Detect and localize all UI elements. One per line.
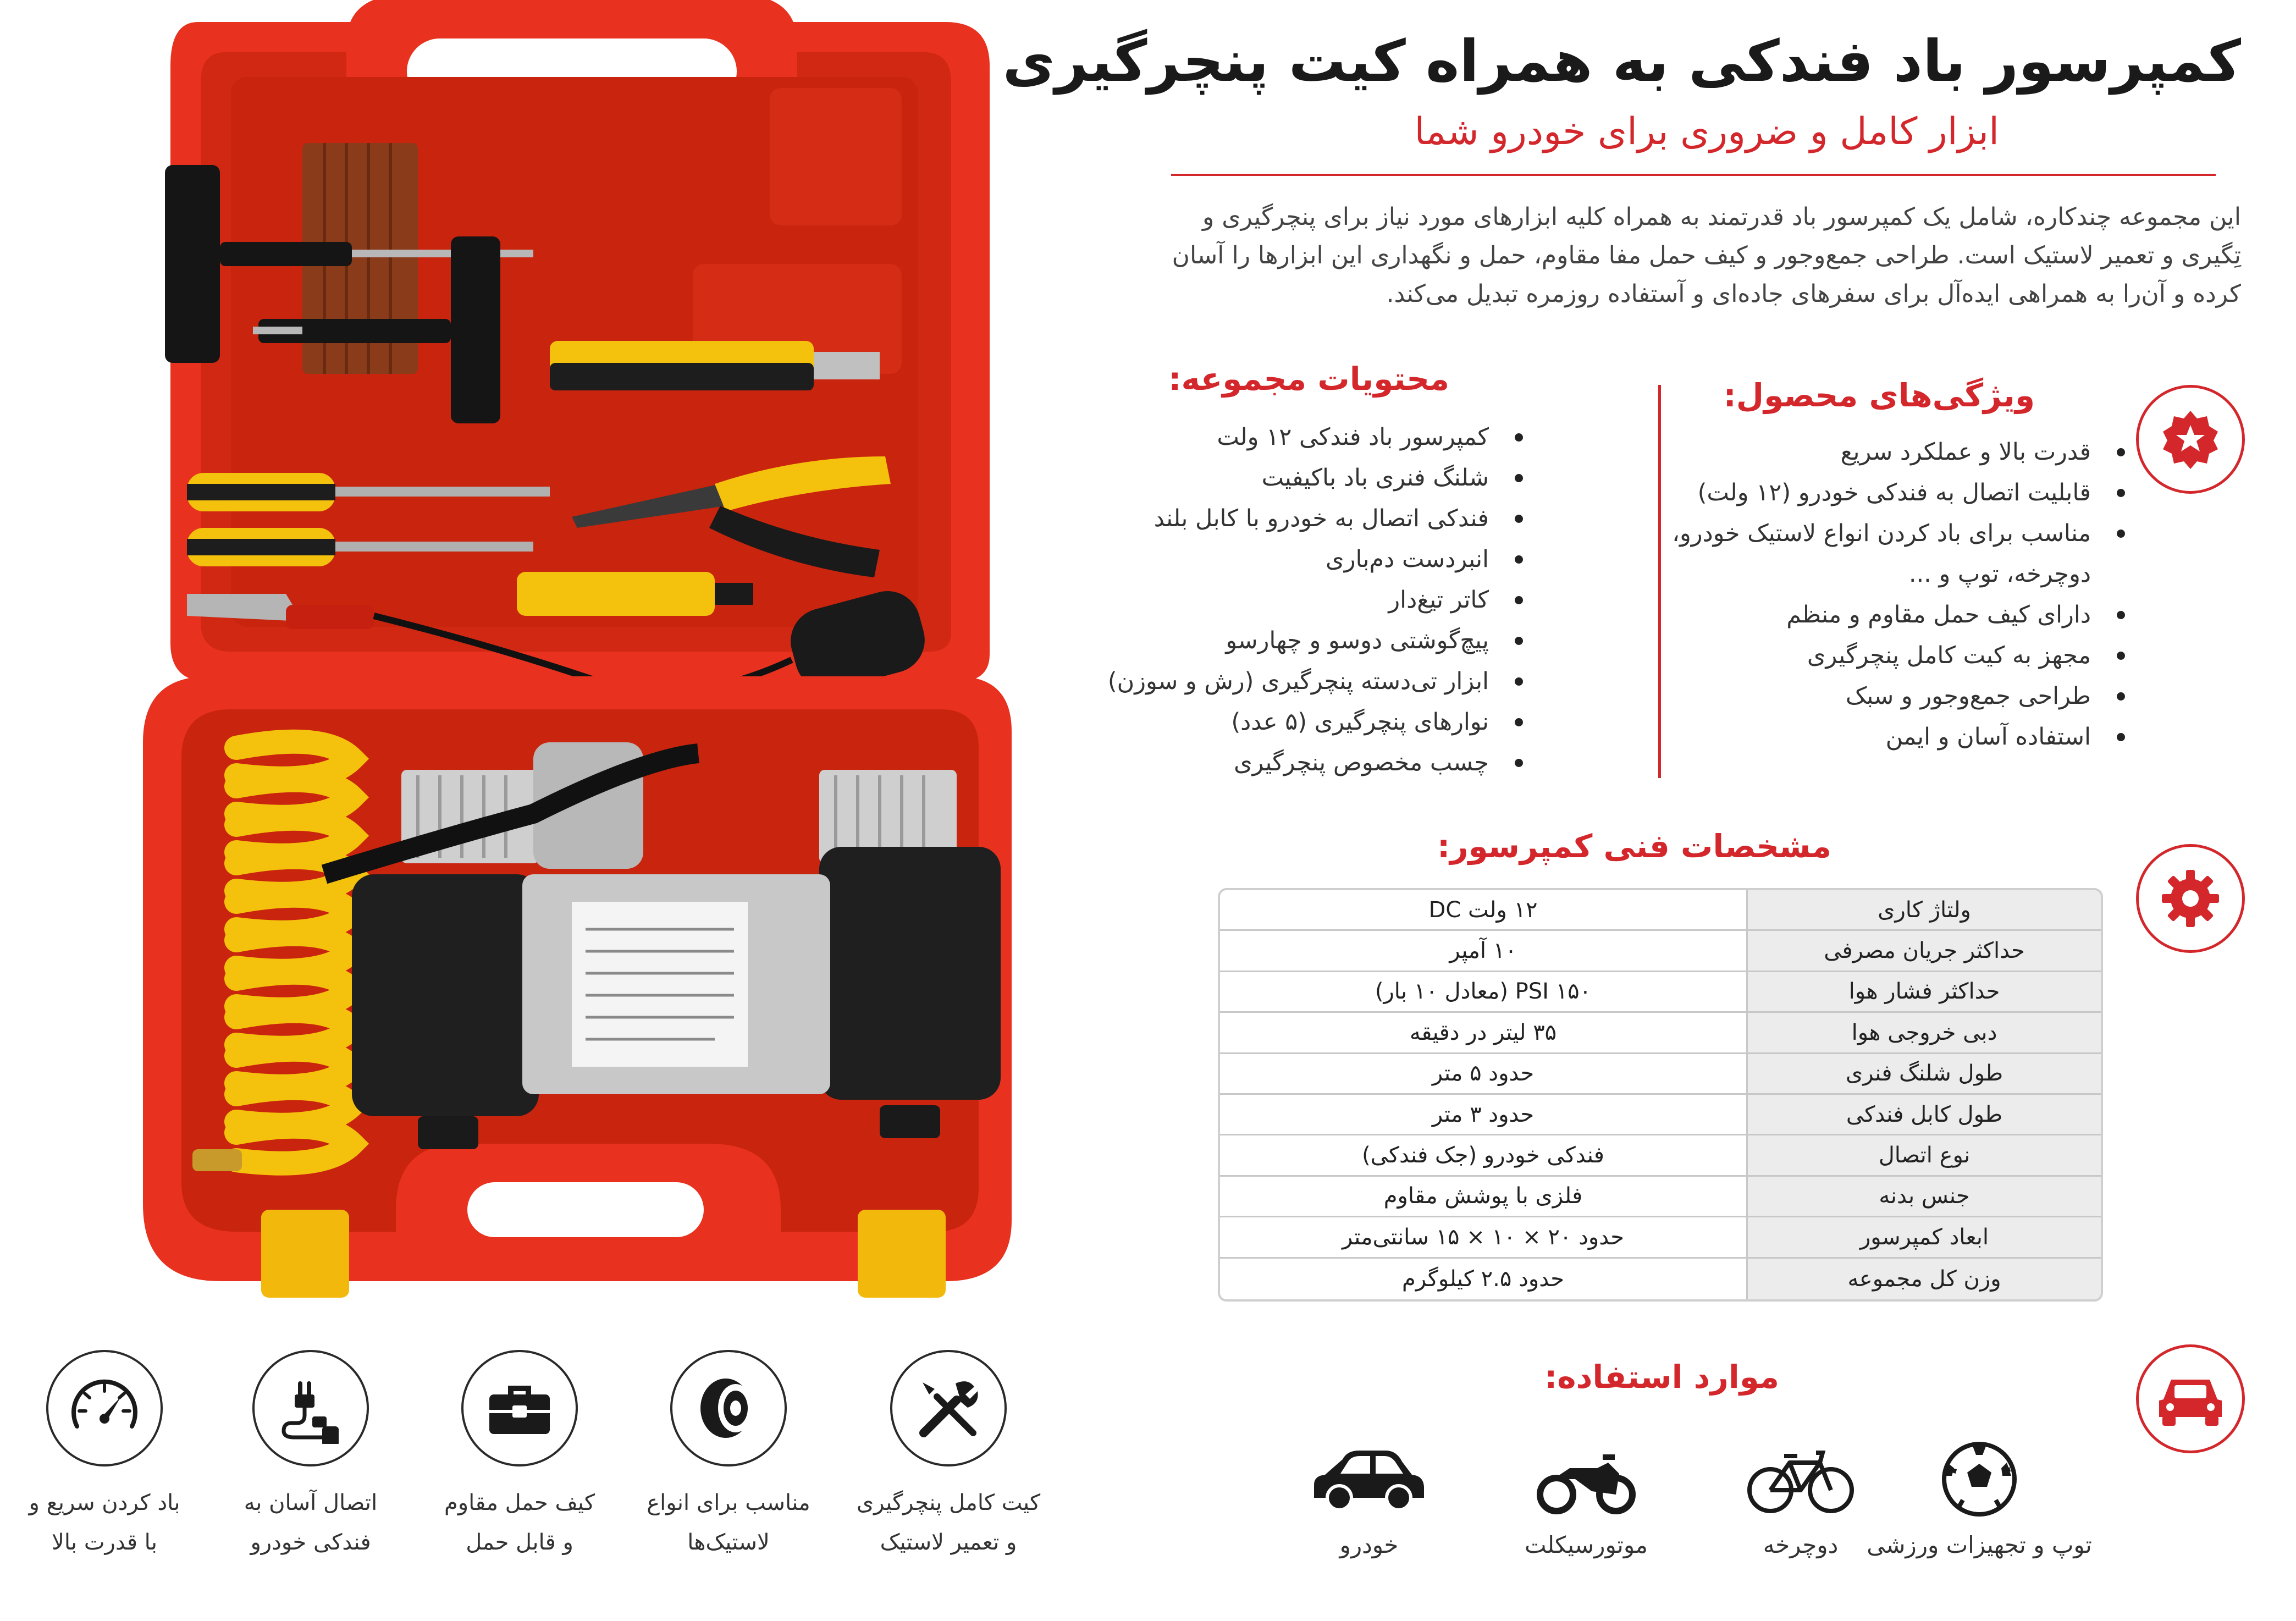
spec-key: حداکثر جریان مصرفی	[1746, 931, 2101, 972]
table-row	[1220, 890, 2101, 931]
specs-title: مشخصات فنی کمپرسور:	[1437, 828, 1831, 865]
list-item: قدرت بالا و عملکرد سریع	[1650, 432, 2128, 472]
spec-value: حدود ۵ متر	[1220, 1054, 1746, 1095]
gear-icon	[2136, 844, 2245, 953]
list-item: قابلیت اتصال به فندکی خودرو (۱۲ ولت)	[1650, 472, 2128, 513]
list-item: شلنگ فنری باد باکیفیت	[1075, 457, 1526, 498]
spec-value: حدود ۲.۵ کیلوگرم	[1220, 1259, 1746, 1299]
bottom-feature-repair-kit	[844, 1350, 1053, 1562]
usage-item-car	[1254, 1441, 1484, 1558]
spec-value: ۱۲ ولت DC	[1220, 890, 1746, 931]
spec-key: حداکثر فشار هوا	[1746, 972, 2101, 1013]
list-item: کاتر تیغ‌دار	[1075, 580, 1526, 620]
list-item: انبردست دم‌باری	[1075, 539, 1526, 580]
bottom-feature-label: مناسب برای انواع	[647, 1490, 810, 1515]
section-divider	[1658, 385, 1661, 778]
spec-key: دبی خروجی هوا	[1746, 1013, 2101, 1054]
list-item: ابزار تی‌دسته پنچرگیری (رش و سوزن)	[1075, 661, 1526, 702]
table-row	[1220, 1217, 2101, 1258]
contents-list	[1075, 417, 1526, 783]
product-image	[66, 0, 1111, 1320]
list-item: نوارهای پنچرگیری (۵ عدد)	[1075, 702, 1526, 742]
car-icon	[1309, 1441, 1430, 1518]
spec-value: حدود ۲۰ × ۱۰ × ۱۵ سانتی‌متر	[1220, 1217, 1746, 1258]
list-item: فندکی اتصال به خودرو با کابل بلند	[1075, 498, 1526, 539]
spec-key: وزن کل مجموعه	[1746, 1259, 2101, 1299]
plug-icon	[252, 1350, 369, 1466]
tire-icon	[670, 1350, 787, 1466]
intro-paragraph: این مجموعه چندکاره، شامل یک کمپرسور باد قدرتمند به همراه کلیه ابزارهای مورد نیاز برای پنچرگیری و تِگیری و تعمیر لاستیک است. طراحی جمع‌وجور و کیف حمل مفا مقاوم، حمل و نگهداری این ابزارها را آسان کرده و آن‌را به همراهی ایده‌آل برای سفرهای جاده‌ای و آستفاده روزمره تبدیل می‌کند.	[1172, 203, 2241, 308]
table-row	[1220, 1054, 2101, 1095]
table-row	[1220, 1177, 2101, 1217]
subtitle-underline	[1171, 174, 2216, 176]
soccer-ball-icon	[1941, 1441, 2018, 1518]
spec-value: ۱۵۰ PSI (معادل ۱۰ بار)	[1220, 972, 1746, 1013]
usage-title: موارد استفاده:	[1544, 1358, 1779, 1396]
bottom-feature-label: باد کردن سریع و	[29, 1490, 180, 1515]
table-row	[1220, 1259, 2101, 1299]
spec-key: طول شلنگ فنری	[1746, 1054, 2101, 1095]
table-row	[1220, 1013, 2101, 1054]
bottom-feature-fast	[0, 1350, 209, 1562]
bottom-feature-label: کیف حمل مقاوم	[444, 1490, 595, 1515]
bottom-feature-label: کیت کامل پنچرگیری	[856, 1490, 1041, 1515]
page-subtitle: ابزار کامل و ضروری برای خودرو شما	[1414, 110, 1999, 153]
list-item: طراحی جمع‌وجور و سبک	[1650, 676, 2128, 716]
bottom-feature-label: اتصال آسان به	[244, 1490, 378, 1515]
bottom-feature-label: فندکی خودرو	[250, 1530, 371, 1555]
bottom-feature-case	[415, 1350, 624, 1562]
contents-title: محتویات مجموعه:	[1168, 360, 1449, 398]
list-item: مجهز به کیت کامل پنچرگیری	[1650, 635, 2128, 676]
list-item: دارای کیف حمل مقاوم و منظم	[1650, 594, 2128, 635]
table-row	[1220, 1095, 2101, 1135]
bottom-feature-label: و تعمیر لاستیک	[880, 1530, 1017, 1555]
spec-key: طول کابل فندکی	[1746, 1095, 2101, 1135]
list-item: پیچ‌گوشتی دوسو و چهارسو	[1075, 620, 1526, 661]
bottom-feature-label: با قدرت بالا	[52, 1530, 157, 1555]
table-row	[1220, 1135, 2101, 1176]
usage-label: دوچرخه	[1763, 1531, 1839, 1558]
spec-value: ۱۰ آمپر	[1220, 931, 1746, 972]
list-item: استفاده آسان و ایمن	[1650, 716, 2128, 757]
usage-label: موتورسیکلت	[1524, 1531, 1648, 1558]
usage-label: توپ و تجهیزات ورزشی	[1867, 1531, 2092, 1558]
usage-item-bicycle	[1685, 1441, 1916, 1558]
spec-key: ابعاد کمپرسور	[1746, 1217, 2101, 1258]
page-title: کمپرسور باد فندکی به همراه کیت پنچرگیری	[1002, 27, 2241, 95]
bicycle-icon	[1746, 1441, 1856, 1518]
motorcycle-icon	[1537, 1441, 1636, 1518]
car-icon	[2136, 1344, 2245, 1453]
spec-key: جنس بدنه	[1746, 1177, 2101, 1217]
table-row	[1220, 931, 2101, 972]
list-item: چسب مخصوص پنچرگیری	[1075, 742, 1526, 783]
table-row	[1220, 972, 2101, 1013]
spec-value: فندکی خودرو (جک فندکی)	[1220, 1135, 1746, 1176]
toolbox-icon	[461, 1350, 578, 1466]
star-badge-icon	[2136, 385, 2245, 494]
list-item: کمپرسور باد فندکی ۱۲ ولت	[1075, 417, 1526, 457]
spec-value: حدود ۳ متر	[1220, 1095, 1746, 1135]
usage-item-motorcycle	[1471, 1441, 1702, 1558]
specs-table	[1218, 888, 2103, 1302]
bottom-feature-plug	[206, 1350, 415, 1562]
list-item: مناسب برای باد کردن انواع لاستیک خودرو، دوچرخه، توپ و ...	[1650, 513, 2128, 594]
bottom-feature-label: و قابل حمل	[466, 1530, 573, 1555]
spec-value: فلزی با پوشش مقاوم	[1220, 1177, 1746, 1217]
gauge-icon	[46, 1350, 163, 1466]
spec-key: نوع اتصال	[1746, 1135, 2101, 1176]
spec-value: ۳۵ لیتر در دقیقه	[1220, 1013, 1746, 1054]
features-list	[1650, 432, 2128, 757]
tools-icon	[890, 1350, 1007, 1466]
bottom-feature-tires	[624, 1350, 833, 1562]
spec-key: ولتاژ کاری	[1746, 890, 2101, 931]
features-title: ویژگی‌های محصول:	[1723, 377, 2035, 414]
usage-label: خودرو	[1339, 1531, 1399, 1558]
bottom-feature-label: لاستیک‌ها	[687, 1530, 770, 1555]
